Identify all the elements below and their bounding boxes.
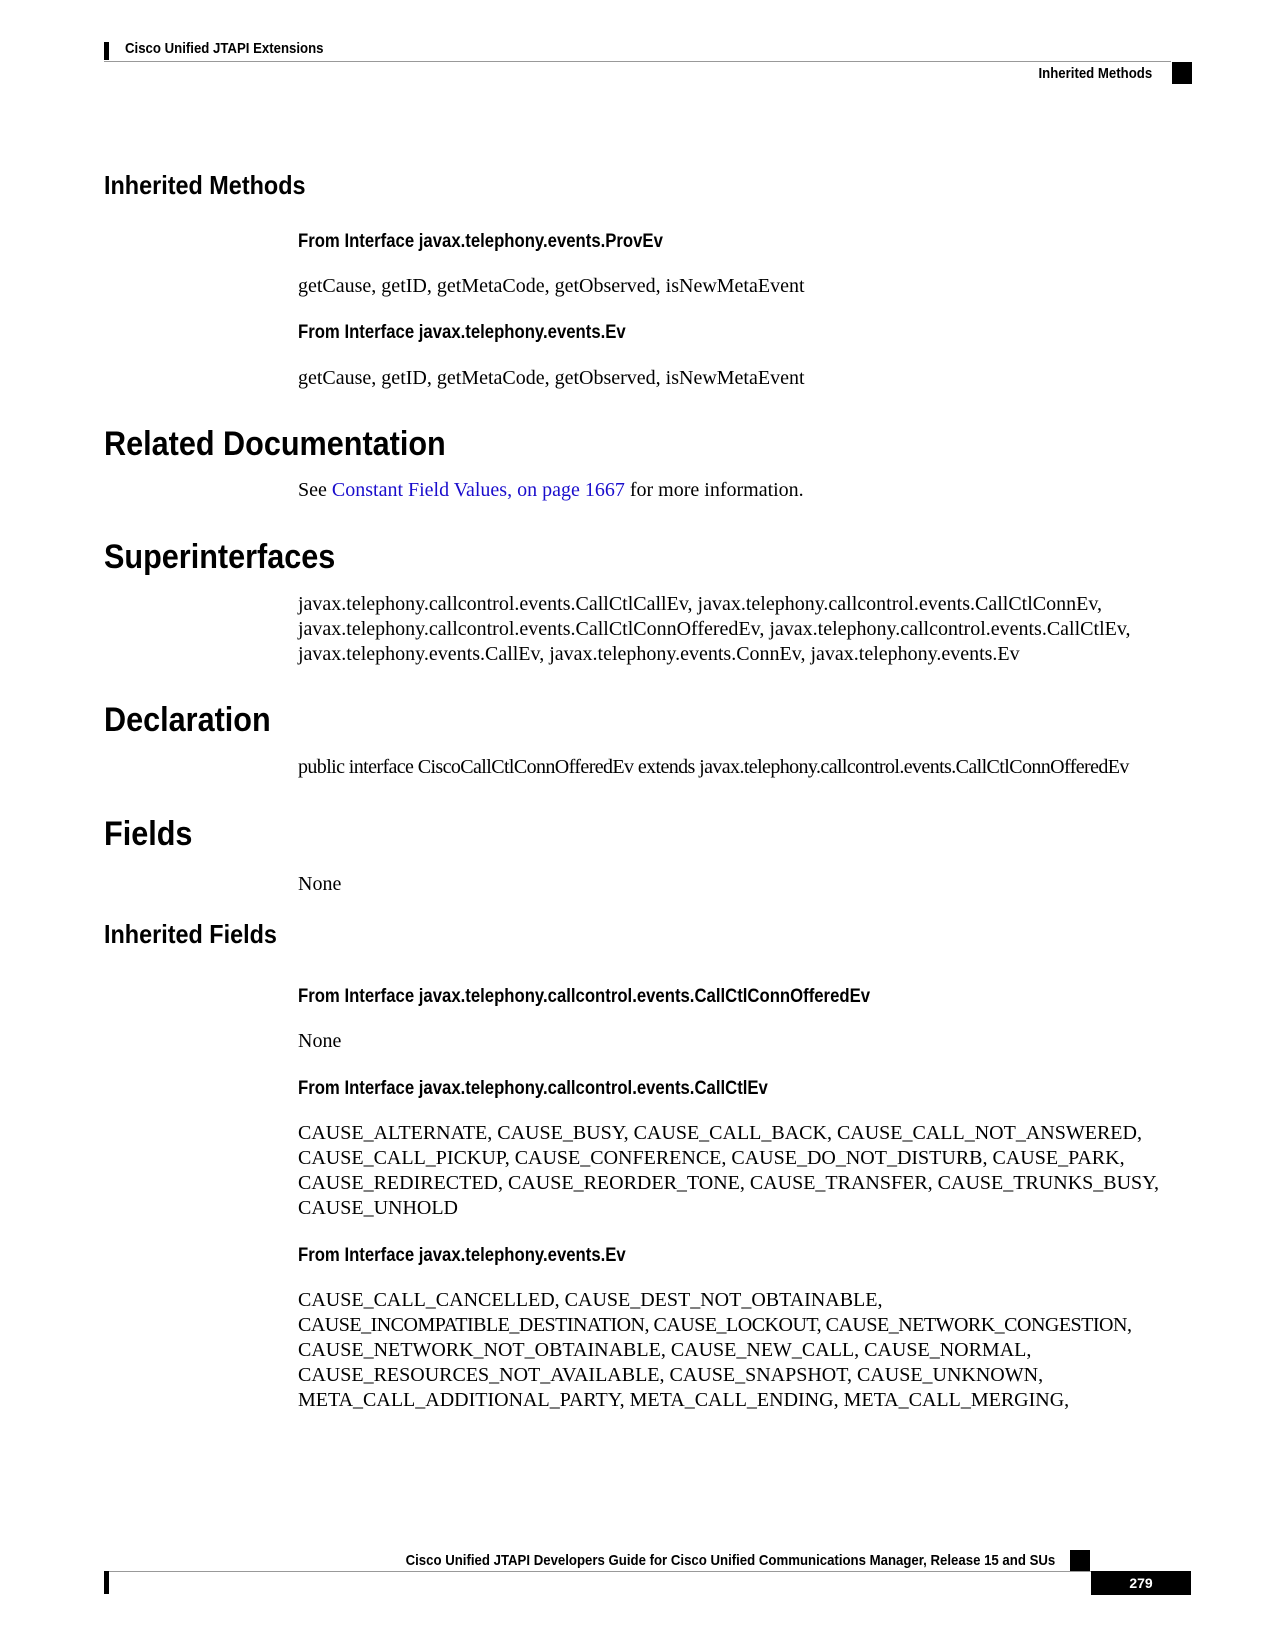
related-documentation-heading: Related Documentation [104, 425, 446, 463]
superinterfaces-line: javax.telephony.callcontrol.events.CallCtlConnOfferedEv, javax.telephony.callcontrol.events.CallCtlEv, [298, 618, 1131, 640]
footer-left-bar [104, 1571, 109, 1594]
superinterfaces-heading: Superinterfaces [104, 538, 336, 576]
inherited-fields-line: CAUSE_RESOURCES_NOT_AVAILABLE, CAUSE_SNAPSHOT, CAUSE_UNKNOWN, [298, 1364, 1044, 1386]
inherited-fields-group-label: From Interface javax.telephony.callcontrol.events.CallCtlEv [298, 1078, 768, 1099]
inherited-methods-group-text: getCause, getID, getMetaCode, getObserved, isNewMetaEvent [298, 367, 805, 389]
footer-block [1070, 1550, 1090, 1572]
constant-field-values-link[interactable]: Constant Field Values, on page 1667 [331, 479, 625, 501]
footer-rule [104, 1571, 1091, 1572]
inherited-fields-line: CAUSE_CALL_PICKUP, CAUSE_CONFERENCE, CAUSE_DO_NOT_DISTURB, CAUSE_PARK, [298, 1147, 1125, 1169]
related-documentation-text [298, 478, 804, 503]
inherited-fields-line: CAUSE_UNHOLD [298, 1197, 458, 1219]
related-doc-prefix: See [298, 479, 332, 501]
chapter-title: Cisco Unified JTAPI Extensions [125, 40, 324, 57]
inherited-fields-line: CAUSE_INCOMPATIBLE_DESTINATION, CAUSE_LOCKOUT, CAUSE_NETWORK_CONGESTION, [298, 1314, 1132, 1336]
related-doc-suffix: for more information. [624, 479, 804, 501]
superinterfaces-line: javax.telephony.events.CallEv, javax.telephony.events.ConnEv, javax.telephony.events.Ev [298, 643, 1020, 665]
header-left-bar [104, 42, 109, 60]
inherited-fields-group-label: From Interface javax.telephony.callcontrol.events.CallCtlConnOfferedEv [298, 986, 871, 1007]
inherited-fields-line: CAUSE_REDIRECTED, CAUSE_REORDER_TONE, CAUSE_TRANSFER, CAUSE_TRUNKS_BUSY, [298, 1172, 1160, 1194]
inherited-fields-line: META_CALL_ADDITIONAL_PARTY, META_CALL_ENDING, META_CALL_MERGING, [298, 1389, 1070, 1411]
declaration-text: public interface CiscoCallCtlConnOfferedEv extends javax.telephony.callcontrol.events.CallCtlConnOfferedEv [298, 756, 1129, 778]
inherited-methods-group-label: From Interface javax.telephony.events.Ev [298, 322, 626, 343]
inherited-methods-group-text: getCause, getID, getMetaCode, getObserved, isNewMetaEvent [298, 275, 805, 297]
superinterfaces-line: javax.telephony.callcontrol.events.CallCtlCallEv, javax.telephony.callcontrol.events.CallCtlConnEv, [298, 593, 1103, 615]
page-number: 279 [1091, 1571, 1191, 1595]
header-right-block [1172, 62, 1192, 84]
inherited-methods-group-label: From Interface javax.telephony.events.ProvEv [298, 231, 663, 252]
fields-heading: Fields [104, 815, 193, 853]
inherited-fields-heading: Inherited Fields [104, 919, 277, 949]
declaration-heading: Declaration [104, 701, 271, 739]
inherited-fields-line: CAUSE_ALTERNATE, CAUSE_BUSY, CAUSE_CALL_BACK, CAUSE_CALL_NOT_ANSWERED, [298, 1122, 1142, 1144]
inherited-fields-line: CAUSE_CALL_CANCELLED, CAUSE_DEST_NOT_OBTAINABLE, [298, 1289, 883, 1311]
inherited-fields-group-label: From Interface javax.telephony.events.Ev [298, 1245, 626, 1266]
header-rule [104, 61, 1171, 62]
inherited-methods-heading: Inherited Methods [104, 170, 306, 200]
inherited-fields-line: CAUSE_NETWORK_NOT_OBTAINABLE, CAUSE_NEW_CALL, CAUSE_NORMAL, [298, 1339, 1032, 1361]
section-running-title: Inherited Methods [1038, 65, 1152, 82]
inherited-fields-line: None [298, 1030, 342, 1052]
fields-text: None [298, 873, 342, 895]
footer-guide-title: Cisco Unified JTAPI Developers Guide for Cisco Unified Communications Manager, Release 15 and SUs [405, 1552, 1055, 1569]
